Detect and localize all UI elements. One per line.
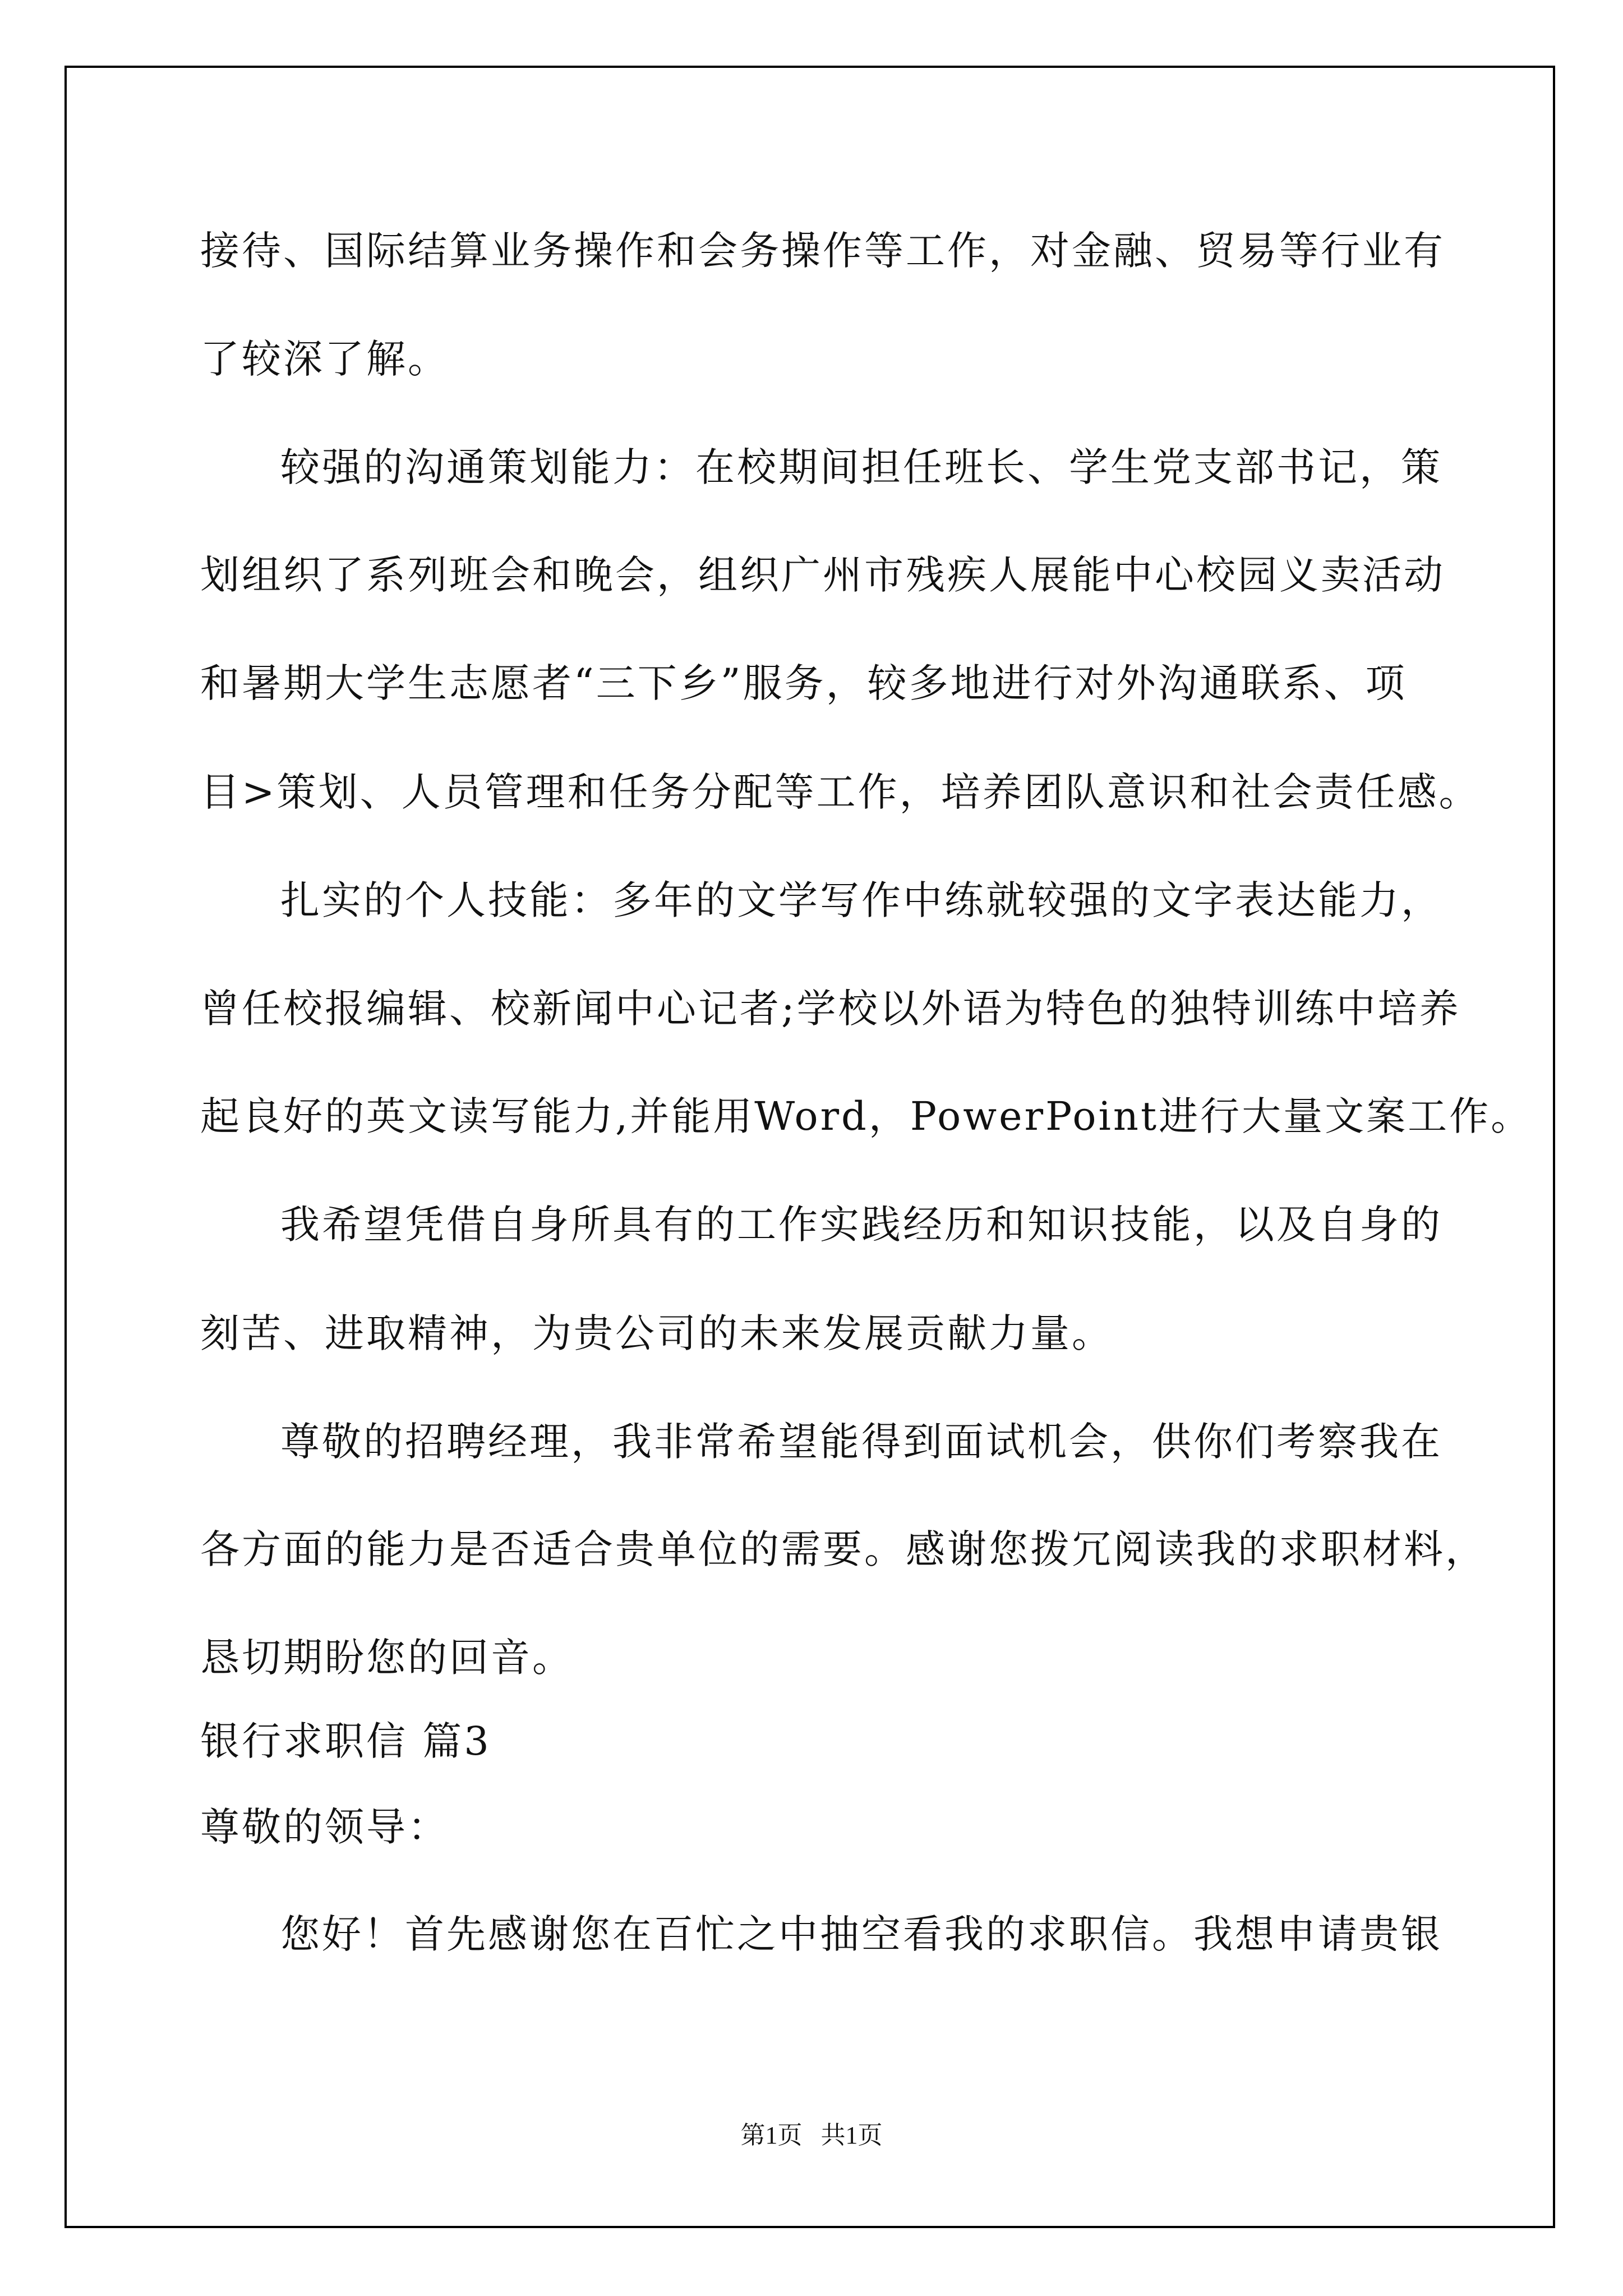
- text-line: 恳切期盼您的回音。: [200, 1635, 574, 1681]
- salutation: 尊敬的领导：: [200, 1804, 449, 1850]
- paragraph-start-line: 您好！首先感谢您在百忙之中抽空看我的求职信。我想申请贵银: [280, 1911, 1442, 1957]
- paragraph-start-line: 较强的沟通策划能力：在校期间担任班长、学生党支部书记，策: [280, 444, 1442, 490]
- paragraph-start-line: 我希望凭借自身所具有的工作实践经历和知识技能，以及自身的: [280, 1202, 1442, 1248]
- page-frame: [64, 66, 1555, 2228]
- text-line: 了较深了解。: [200, 336, 449, 382]
- text-line: 划组织了系列班会和晚会，组织广州市残疾人展能中心校园义卖活动: [200, 552, 1445, 598]
- text-line: 目>策划、人员管理和任务分配等工作，培养团队意识和社会责任感。: [200, 769, 1481, 815]
- page-number-footer: 第1页 共1页: [740, 2122, 883, 2149]
- text-line: 和暑期大学生志愿者“三下乡”服务，较多地进行对外沟通联系、项: [200, 660, 1407, 706]
- paragraph-start-line: 尊敬的招聘经理，我非常希望能得到面试机会，供你们考察我在: [280, 1419, 1442, 1465]
- text-line: 接待、国际结算业务操作和会务操作等工作，对金融、贸易等行业有: [200, 228, 1445, 274]
- section-heading: 银行求职信 篇3: [200, 1718, 491, 1764]
- text-line: 起良好的英文读写能力,并能用Word，PowerPoint进行大量文案工作。: [200, 1093, 1533, 1139]
- text-line: 曾任校报编辑、校新闻中心记者;学校以外语为特色的独特训练中培养: [200, 986, 1461, 1032]
- text-line: 各方面的能力是否适合贵单位的需要。感谢您拨冗阅读我的求职材料，: [200, 1526, 1487, 1572]
- text-line: 刻苦、进取精神，为贵公司的未来发展贡献力量。: [200, 1310, 1113, 1356]
- paragraph-start-line: 扎实的个人技能：多年的文学写作中练就较强的文字表达能力，: [280, 877, 1442, 923]
